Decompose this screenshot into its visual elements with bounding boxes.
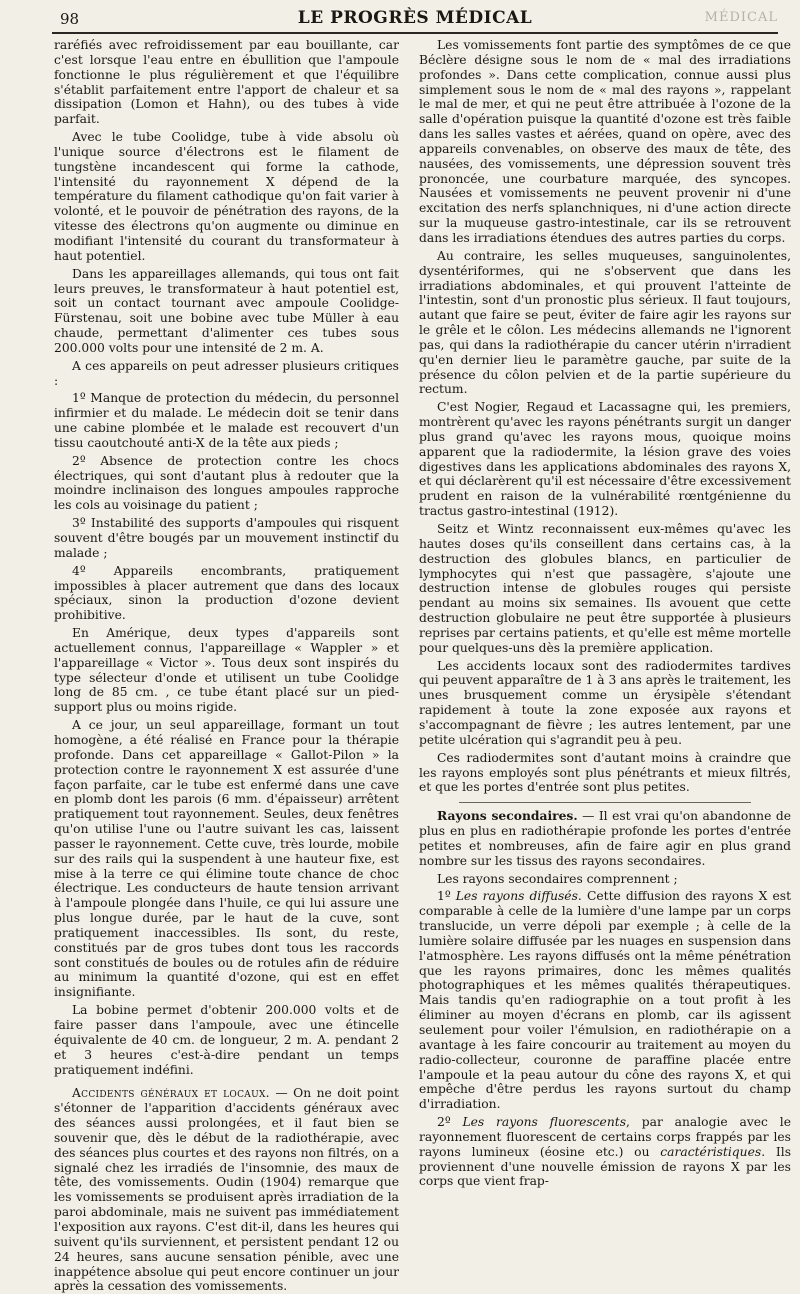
list-text: . Cette diffusion des rayons X est comparable à celle de la lumière d'une lampe par un corps translucide, un verre dépoli par exemple ; à celle de la lumière solaire diffusée par les nuages en suspension dans l'atmosphère. Les rayons diffusés ont la même pénétration que les rayons primaires, donc les mêmes qualités photographiques et les mêmes qualités thérapeutiques. Mais tandis qu'en radiographie on a tout profit à les éliminer au moyen d'écrans en plomb, car ils agissent seulement pour voiler l'émulsion, en radiothérapie on a avantage à les faire concourir au traitement au moyen du radio-collecteur, couronne de paraffine placée entre l'ampoule et la peau autour du cône des rayons X, et qui empêche d'être perdus les rayons surtout du champ d'irradiation. <box>419 889 792 1112</box>
paragraph: Au contraire, les selles muqueuses, sanguinolentes, dysentériformes, qui ne s'observent que dans les irradiations abdominales, et qui prouvent l'atteinte de l'intestin, sont d'un pronostic plus sérieux. Il faut toujours, autant que faire se peut, éviter de faire agir les rayons sur le grêle et le côlon. Les médecins allemands ne l'ignorent pas, qui dans la radiothérapie du cancer utérin n'irradient qu'en dernier lieu le paramètre gauche, par suite de la présence du côlon pelvien et de la partie supérieure du rectum. <box>419 248 791 397</box>
list-item <box>419 889 791 1112</box>
paragraph: Ces radiodermites sont d'autant moins à craindre que les rayons employés sont plus pénétrants et mieux filtrés, et que les portes d'entrée sont plus petites. <box>419 750 791 795</box>
section-heading: Accidents généraux et locaux. <box>72 1086 270 1101</box>
right-column <box>419 38 792 1189</box>
page-header <box>52 6 778 34</box>
paragraph: raréfiés avec refroidissement par eau bouillante, car c'est lorsque l'eau entre en ébullition que l'ampoule fonctionne le plus régulièrement et que l'équilibre s'établit parfaitement entre l'apport de chaleur et sa dissipation (Lomon et Hahn), ou des tubes à vide parfait. <box>54 38 399 127</box>
section-paragraph <box>419 809 791 868</box>
journal-title: LE PROGRÈS MÉDICAL <box>297 8 533 28</box>
paragraph: Les rayons secondaires comprennent ; <box>437 871 678 886</box>
paragraph: La bobine permet d'obtenir 200.000 volts et de faire passer dans l'ampoule, avec une étincelle équivalente de 40 cm. de longueur, 2 m. A. pendant 2 et 3 heures c'est-à-dire pendant un temps pratiquement indéfini. <box>54 1003 399 1077</box>
section-text: — On ne doit point s'étonner de l'apparition d'accidents généraux avec des séances aussi prolongées, et il faut bien se souvenir que, dès le début de la radiothérapie, avec des séances plus courtes et des rayons non filtrés, on a signalé chez les irradiés de l'insomnie, des maux de tête, des vomissements. Oudin (1904) remarque que les vomissements se produisent après irradiation de la paroi abdominale, mais ne suivent pas immédiatement l'exposition aux rayons. C'est dit-il, dans les heures qui suivent qu'ils surviennent, et persistent pendant 12 ou 24 heures, sans aucune sensation pénible, avec une inappétence absolue qui peut encore continuer un jour après la cessation des vomissements. <box>54 1086 399 1294</box>
italic-term: caractéristiques <box>660 1144 762 1159</box>
left-column <box>54 38 399 1294</box>
paragraph: C'est Nogier, Regaud et Lacassagne qui, les premiers, montrèrent qu'avec les rayons pénétrants surgit un danger plus grand qu'avec les rayons mous, quoique moins apparent que la radiodermite, la lésion grave des voies digestives dans les applications abdominales des rayons X, et qui déclarèrent qu'il est nécessaire d'être excessivement prudent en raison de la vulnérabilité rœntgénienne du tractus gastro-intestinal (1912). <box>419 400 791 519</box>
page-number: 98 <box>60 10 80 28</box>
section-divider <box>459 802 751 803</box>
list-item <box>419 1115 791 1189</box>
section-text: — Il est vrai qu'on abandonne de plus en plus en radiothérapie profonde les portes d'entrée petites et nombreuses, afin de faire agir en plus grand nombre sur les tissus des rayons secondaires. <box>419 809 791 868</box>
paragraph: Les vomissements font partie des symptômes de ce que Béclère désigne sous le nom de « mal des irradiations profondes ». Dans cette complication, connue aussi plus simplement sous le nom de « mal des rayons », rappelant le mal de mer, et qui ne peut être attribuée à l'ozone de la salle d'opération puisque la quantité d'ozone est très faible dans les salles vastes et aérées, quand on opère, avec des appareils convenables, on observe des maux de tête, des nausées, des vomissements, une dépression souvent très prononcée, une courbature marquée, des syncopes. Nausées et vomissements ne peuvent provenir ni d'une excitation des nerfs splanchniques, ni d'une action directe sur la muqueuse gastro-intestinale, car ils se retrouvent dans les irradiations étendues des autres parties du corps. <box>419 38 791 245</box>
italic-term: Les rayons diffusés <box>455 889 578 904</box>
paragraph: Dans les appareillages allemands, qui tous ont fait leurs preuves, le transformateur à haut potentiel est, soit un contact tournant avec ampoule Coolidge-Fürstenau, soit une bobine avec tube Müller à eau chaude, permettant d'alimenter ces tubes sous 200.000 volts pour une intensité de 2 m. A. <box>54 266 399 355</box>
paragraph: A ce jour, un seul appareillage, formant un tout homogène, a été réalisé en France pour la thérapie profonde. Dans cet appareillage « Gallot-Pilon » la protection contre le rayonnement X est assurée d'une façon parfaite, car le tube est enfermé dans une cave en plomb dont les parois (6 mm. d'épaisseur) arrêtent pratiquement tout rayonnement. Seules, deux fenêtres qu'on utilise l'une ou l'autre suivant les cas, laissent passer le rayonnement. Cette cuve, très lourde, mobile sur des rails qui la suspendent à une hauteur fixe, est mise à la terre ce qui élimine toute chance de choc électrique. Les conducteurs de haute tension arrivant à l'ampoule plongée dans l'huile, ce qui lui assure une plus longue durée, par le haut de la cuve, sont pratiquement inaccessibles. Ils sont, du reste, constitués par de gros tubes dont tous les raccords sont constitués de boules ou de rotules afin de réduire au minimum la quantité d'ozone, qui est en effet insignifiante. <box>54 718 399 1000</box>
list-item: 3º Instabilité des supports d'ampoules qui risquent souvent d'être bougés par un mouvement instinctif du malade ; <box>54 516 399 560</box>
paragraph: En Amérique, deux types d'appareils sont actuellement connus, l'appareillage « Wappler » et l'appareillage « Victor ». Tous deux sont inspirés du type sélecteur d'onde et utilisent un tube Coolidge long de 85 cm. , ce tube étant placé sur un pied-support plus ou moins rigide. <box>54 626 399 715</box>
list-text: . Ils proviennent d'une nouvelle émission de rayons X par les corps que vient frap- <box>419 1144 791 1189</box>
paragraph: Les accidents locaux sont des radiodermites tardives qui peuvent apparaître de 1 à 3 ans après le traitement, les unes brusquement comme un érysipèle s'étendant rapidement à toute la zone exposée aux rayons et s'accompagnant de fièvre ; les autres lentement, par une petite ulcération qui s'agrandit peu à peu. <box>419 658 791 747</box>
paragraph: Seitz et Wintz reconnaissent eux-mêmes qu'avec les hautes doses qu'ils conseillent dans certains cas, à la destruction des globules blancs, en particulier de lymphocytes qui n'est que passagère, s'ajoute une destruction intense de globules rouges qui persiste pendant au moins six semaines. Ils avouent que cette destruction globulaire ne peut être supportée à plusieurs reprises par certains patients, et qu'elle est même mortelle pour quelques-uns dès la première application. <box>419 522 791 655</box>
paragraph: A ces appareils on peut adresser plusieurs critiques : <box>54 358 399 388</box>
list-number: 1º <box>437 889 456 904</box>
list-item: 2º Absence de protection contre les chocs électriques, qui sont d'autant plus à redouter que la moindre inclinaison des longues ampoules rapproche les cols au voisinage du patient ; <box>54 453 399 513</box>
list-number: 2º <box>437 1115 463 1130</box>
list-item: 1º Manque de protection du médecin, du personnel infirmier et du malade. Le médecin doit se tenir dans une cabine plombée et le malade est recouvert d'un tissu caoutchouté anti-X de la tête aux pieds ; <box>54 391 399 450</box>
paragraph: Avec le tube Coolidge, tube à vide absolu où l'unique source d'électrons est le filament de tungstène incandescent qui forme la cathode, l'intensité du rayonnement X dépend de la température du filament cathodique qu'on fait varier à volonté, et le pouvoir de pénétration des rayons, de la vitesse des électrons qu'on augmente ou diminue en modifiant l'intensité du courant du transformateur à haut potentiel. <box>54 130 399 263</box>
bleed-through-text: MÉDICAL <box>704 10 778 25</box>
italic-term: Les rayons fluorescents <box>462 1115 626 1130</box>
section-heading: Rayons secondaires. <box>437 808 578 824</box>
section-paragraph <box>54 1086 399 1294</box>
list-item: 4º Appareils encombrants, pratiquement impossibles à placer autrement que dans des locaux spéciaux, sinon la production d'ozone devient prohibitive. <box>54 563 399 623</box>
list-text: , par analogie avec le rayonnement fluorescent de certains corps frappés par les rayons lumineux (éosine etc.) ou <box>419 1115 791 1159</box>
